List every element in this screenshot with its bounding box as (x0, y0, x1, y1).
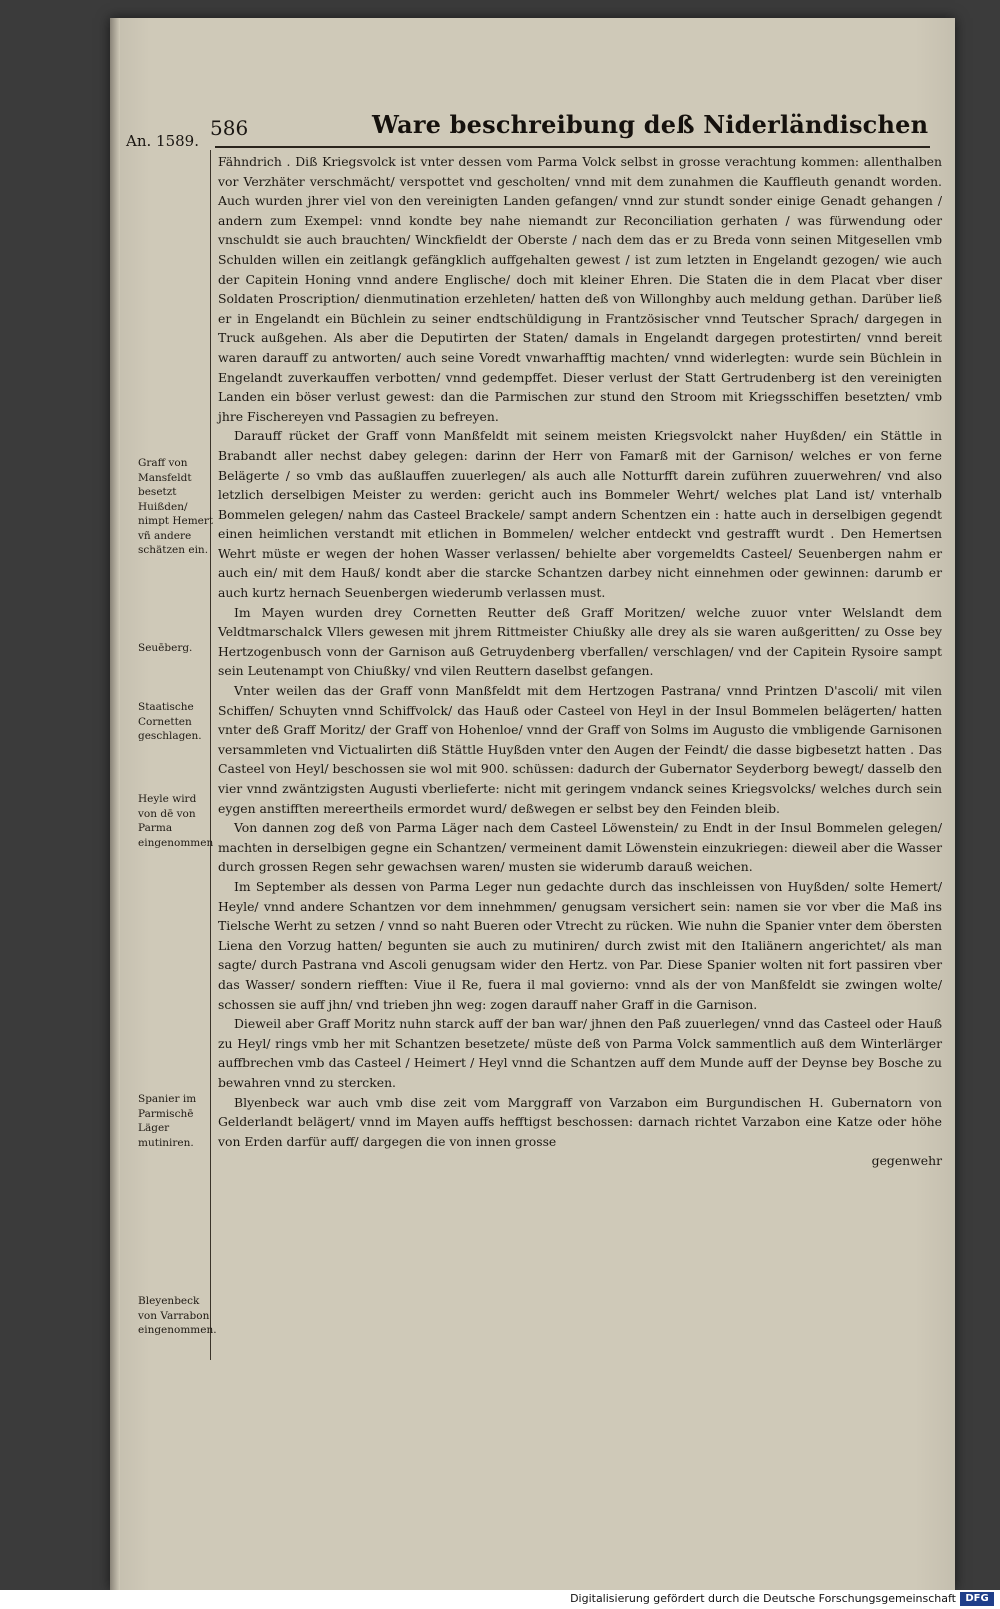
page-header (110, 110, 950, 150)
paragraph: Im Mayen wurden drey Cornetten Reutter deß Graff Moritzen/ welche zuuor vnter Welslandt dem Veldtmarschalck Vllers gewesen mit jhrem Rittmeister Chiußky alle drey als sie waren außgeritten/ zu Osse bey Hertzogenbusch vonn der Garnison auß Getruydenberg vberfallen/ verschlagen/ vnd der Capitein Rysoire sampt sein Leutenampt von Chiußky/ vnd vilen Reuttern daselbst gefangen. (218, 604, 942, 679)
marginal-note: Seuēberg. (138, 642, 193, 654)
digitization-credit: Digitalisierung gefördert durch die Deutsche Forschungsgemeinschaft (570, 1592, 956, 1605)
running-title: Ware beschreibung deß Niderländischen (372, 110, 929, 139)
marginal-note: Spanier im Parmischē Läger mutiniren. (138, 1093, 197, 1149)
main-text-column (218, 152, 942, 1171)
dfg-logo: DFG (960, 1592, 994, 1606)
paragraph: Darauff rücket der Graff vonn Manßfeldt mit seinem meisten Kriegsvolckt naher Huyßden/ ein Stättle in Brabandt aller nechst dabey gelegen: darinn der Herr von Famarß mit der Garnison/ welches er von ferne Belägerte / so vmb das außlauffen zuuerlegen/ als auch alle Notturfft darein zuführen zuuerwehren/ vnd also letzlich derselbigen Meister zu werden: gericht auch ins Bommeler Wehrt/ welches plat Land ist/ vnterhalb Bommelen gelegen/ nahm das Casteel Brackele/ sampt andern Schentzen ein : hatte auch in derselbigen gegendt einen heimlichen verstandt mit etlichen in Bommelen/ welcher entdeckt vnd gestrafft wurdt . Den Hemertsen Wehrt müste er wegen der hohen Wasser verlassen/ behielte aber vorgemeldts Casteel/ Seuenbergen nahm er auch ein/ mit dem Hauß/ kondt aber die starcke Schantzen darbey nicht einnehmen oder gewinnen: darumb er auch kurtz hernach Seuenbergen wiederumb verlassen must. (218, 428, 942, 601)
header-rule (215, 146, 930, 148)
paragraph: Von dannen zog deß von Parma Läger nach dem Casteel Löwenstein/ zu Endt in der Insul Bommelen gelegen/ machten in derselbigen gegne ein Schantzen/ vermeinent damit Löwenstein einzukriegen: dieweil aber die Wasser durch grossen Regen sehr gewachsen waren/ musten sie widerumb darauß weichen. (218, 820, 942, 875)
paragraph: Blyenbeck war auch vmb dise zeit vom Marggraff von Varzabon eim Burgundischen H. Gubernatorn von Gelderlandt belägert/ vnnd im Mayen auffs hefftigst beschossen: darnach richtet Varzabon eine Katze oder höhe von Erden darfür auff/ dargegen die von innen grosse (218, 1094, 942, 1149)
paragraph: Im September als dessen von Parma Leger nun gedachte durch das inschleissen von Huyßden/ solte Hemert/ Heyle/ vnnd andere Schantzen vor dem innehmmen/ genugsam versichert sein: namen sie vor vber die Maß ins Tielsche Werht zu setzen / vnnd so naht Bueren oder Vtrecht zu rücken. Wie nuhn die Spanier vnter dem öbersten Liena den Vorzug hatten/ begunten sie auch zu mutiniren/ durch zwist mit den Italiänern angerichtet/ als man sagte/ durch Pastrana vnd Ascoli genugsam wider den Hertz. von Par. Diese Spanier wolten nit fort passiren vber das Wasser/ sondern riefften: Viue il Re, fuera il mal govierno: vnnd als der von Manßfeldt sie zwingen wolte/ schossen sie auff jhn/ vnd trieben jhn weg: zogen darauff naher Graff in die Garnison. (218, 878, 942, 1012)
marginal-note: Heyle wird von dē von Parma eingenommen (138, 793, 214, 849)
paragraph: Dieweil aber Graff Moritz nuhn starck auff der ban war/ jhnen den Paß zuuerlegen/ vnnd das Casteel oder Hauß zu Heyl/ rings vmb her mit Schantzen besetzete/ müste deß von Parma Volck sammentlich auß dem Winterlärger auffbrechen vmb das Casteel / Heimert / Heyl vnnd die Schantzen auff dem Munde auff der Deynse bey Bosche zu bewahren vnnd zu stercken. (218, 1016, 942, 1090)
paragraph: Fähndrich . Diß Kriegsvolck ist vnter dessen vom Parma Volck selbst in grosse verachtung kommen: allenthalben vor Verzhäter verschmächt/ verspottet vnd gescholten/ vnnd mit dem zunahmen die Kauffleuth genandt worden. Auch wurden jhrer viel von den vereinigten Landen gefangen/ vnnd zur stundt sonder einige Genadt gehangen / andern zum Exempel: vnnd kondte bey nahe niemandt zur Reconciliation gerhaten / was fürwendung oder vnschuldt sie auch brauchten/ Winckfieldt der Oberste / nach dem das er zu Breda vonn seinen Mitgesellen vmb Schulden willen ein zeitlangk gefängklich auffgehalten gewest / ist zum letzten in Engelandt gezogen/ wie auch der Capitein Honing vnnd andere Englische/ doch mit kleiner Ehren. Die Staten die in dem Placat vber diser Soldaten Proscription/ dienmutination erzehleten/ hatten deß von Willonghby auch meldung gethan. Darüber ließ er in Engelandt ein Büchlein zu seiner endtschüldigung in Frantzösischer vnnd Teutscher Sprach/ dargegen in Truck außgehen. Als aber die Deputirten der Staten/ damals in Engelandt dargegen protestirten/ vnnd bereit waren darauff zu antworten/ auch seine Voredt vnwarhafftig machten/ vnnd widerlegten: wurde sein Büchlein in Engelandt zuverkauffen verbotten/ vnnd gedempffet. Dieser verlust der Statt Gertrudenberg ist den vereinigten Landen ein böser verlust gewest: dan die Parmischen zur stund den Stroom mit Kriegsschiffen besetzten/ vmb jhre Fischereyen vnd Passagien zu befreyen. (218, 154, 942, 424)
margin-column-rule (210, 150, 211, 1360)
marginal-note: Staatische Cornetten geschlagen. (138, 701, 202, 742)
marginal-note: Graff von Mansfeldt besetzt Huißden/ nimpt Hemert vñ andere schätzen ein. (138, 457, 214, 556)
marginal-note: Bleyenbeck von Varrabon eingenommen. (138, 1295, 217, 1336)
page-gutter-shadow (110, 18, 120, 1590)
marginal-year: An. 1589. (126, 132, 199, 150)
paragraph: Vnter weilen das der Graff vonn Manßfeldt mit dem Hertzogen Pastrana/ vnnd Printzen D'ascoli/ mit vilen Schiffen/ Schuyten vnnd Schiffvolck/ das Hauß oder Casteel von Heyl in der Insul Bommelen belägerten/ hatten vnter deß Graff Moritz/ der Graff von Hohenloe/ vnnd der Graff von Solms im Augusto die vmbligende Garnisonen versammleten vnd Victualirten diß Stättle Huyßden vnter den Augen der Feindt/ die dasse bigbesetzt hatten . Das Casteel von Heyl/ beschossen sie wol mit 900. schüssen: dadurch der Gubernator Seyderborg bewegt/ dasselb den vier vnnd zwäntzigsten Augusti vberlieferte: nicht mit geringem vndanck seines Kriegsvolcks/ welches durch sein eygen anstifften mereertheils ermordet wurd/ deßwegen er selbst bey den Feinden bleib. (218, 683, 942, 816)
footer-bar (0, 1590, 1000, 1609)
page-number: 586 (210, 116, 249, 140)
catchword: gegenwehr (871, 1153, 942, 1169)
